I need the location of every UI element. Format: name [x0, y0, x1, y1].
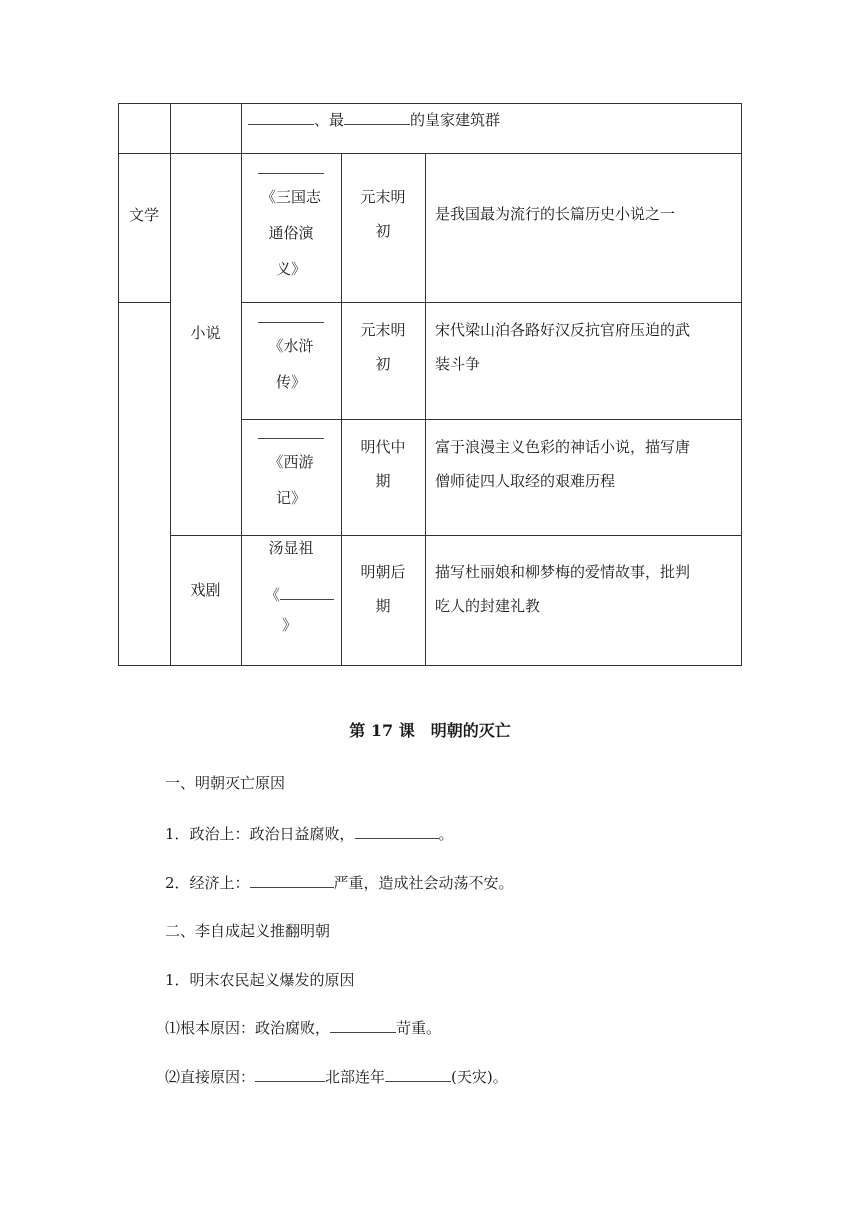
genre-drama: 戏剧	[190, 581, 221, 599]
drama-author: 汤显祖	[268, 539, 314, 557]
table-row-line-2b	[241, 302, 742, 303]
work-title-1: 《三国志 通俗演 义》	[260, 188, 321, 278]
table-row-line-2a	[118, 302, 170, 303]
fill-blank	[280, 583, 334, 600]
genre-novel: 小说	[190, 324, 221, 342]
fill-blank	[248, 108, 314, 125]
drama-work-open: 《	[265, 578, 334, 612]
fill-blank	[355, 823, 439, 839]
table-border-left	[118, 103, 119, 666]
author-blank-1	[258, 173, 324, 174]
fill-blank	[255, 1066, 325, 1082]
period-3: 明代中 期	[360, 438, 406, 490]
description-3: 富于浪漫主义色彩的神话小说，描写唐 僧师徒四人取经的艰难历程	[435, 438, 691, 490]
table-row-line-1	[118, 153, 742, 154]
item-2-economy: 2．经济上： 严重，造成社会动荡不安。	[165, 874, 514, 892]
table-border-right	[741, 103, 742, 666]
work-title-3: 《西游 记》	[268, 453, 314, 507]
row0-text	[248, 103, 500, 137]
literature-table	[118, 103, 742, 666]
section-2-heading: 二、李自成起义推翻明朝	[165, 922, 331, 940]
item-5-direct-cause: ⑵直接原因： 北部连年 (天灾)。	[165, 1068, 508, 1086]
row0-sep: 、最	[314, 111, 345, 129]
description-2: 宋代梁山泊各路好汉反抗官府压迫的武 装斗争	[435, 321, 691, 373]
period-4: 明朝后 期	[360, 563, 406, 615]
fill-blank	[385, 1066, 451, 1082]
table-row-line-3	[241, 419, 742, 420]
item-3-causes: 1．明末农民起义爆发的原因	[165, 971, 355, 989]
section-1-heading: 一、明朝灭亡原因	[165, 774, 286, 792]
category-literature: 文学	[128, 206, 159, 224]
work-title-2: 《水浒 传》	[268, 337, 314, 391]
author-blank-3	[258, 438, 324, 439]
table-border-bottom	[118, 665, 742, 666]
item-1-politics: 1．政治上：政治日益腐败， 。	[165, 825, 454, 843]
table-col-line-4	[425, 153, 426, 666]
drama-work-close: 》	[282, 616, 298, 634]
item-4-root-cause: ⑴根本原因：政治腐败， 苛重。	[165, 1019, 442, 1037]
lesson-title: 第 17 课 明朝的灭亡	[349, 721, 511, 740]
description-4: 描写杜丽娘和柳梦梅的爱情故事，批判 吃人的封建礼教	[435, 563, 691, 615]
author-blank-2	[258, 322, 324, 323]
description-1: 是我国最为流行的长篇历史小说之一	[435, 205, 676, 223]
fill-blank	[344, 108, 410, 125]
period-1: 元末明 初	[360, 188, 406, 240]
row0-end: 的皇家建筑群	[410, 111, 501, 129]
period-2: 元末明 初	[360, 321, 406, 373]
fill-blank	[330, 1017, 396, 1033]
fill-blank	[250, 872, 334, 888]
